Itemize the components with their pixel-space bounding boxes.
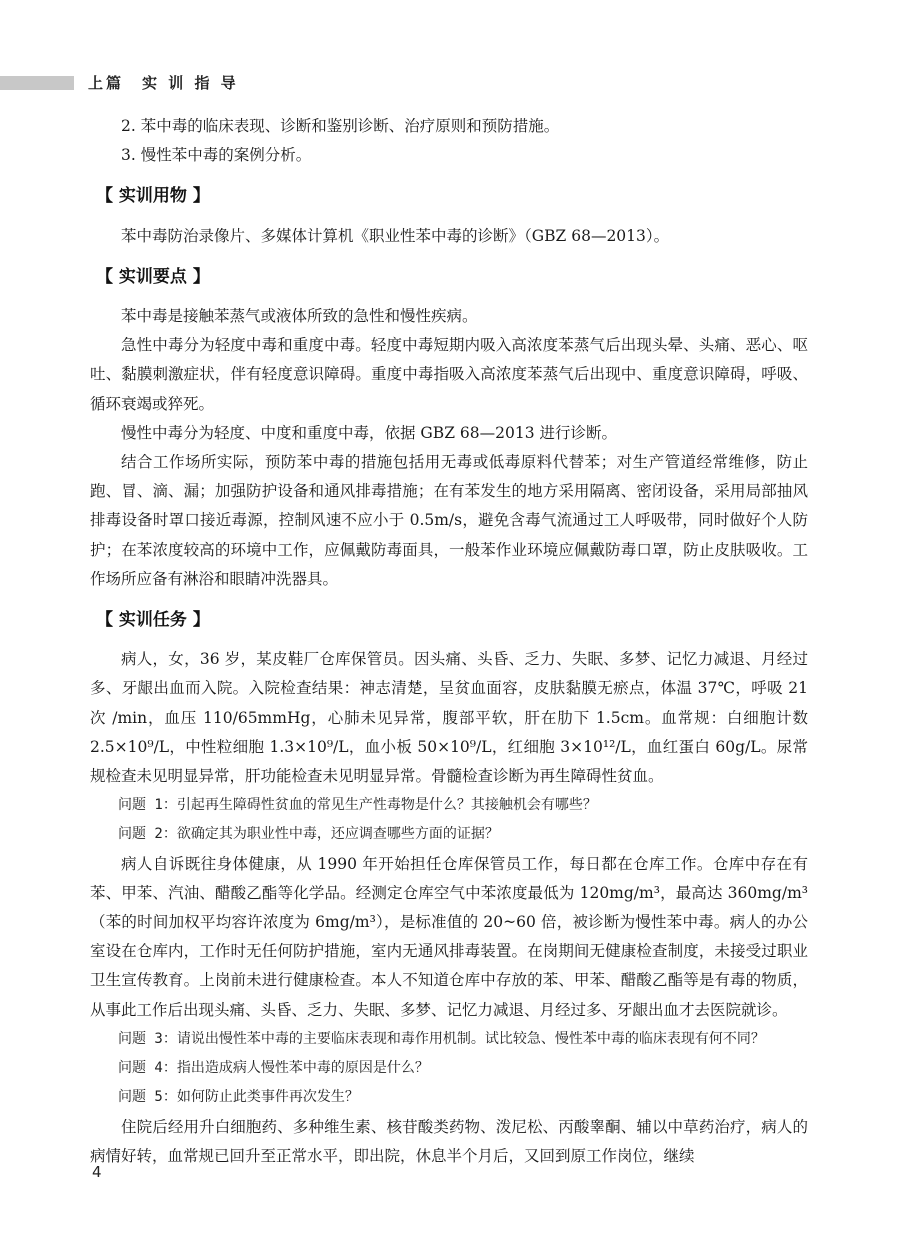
paragraph: 结合工作场所实际，预防苯中毒的措施包括用无毒或低毒原料代替苯；对生产管道经常维修，防止跑、冒、滴、漏；加强防护设备和通风排毒措施；在有苯发生的地方采用隔离、密闭设备，采用局部抽风排毒设备时罩口接近毒源，控制风速不应小于 0.5m/s，避免含毒气流通过工人呼吸带，同时做好个人防护；在苯浓度较高的环境中工作，应佩戴防毒面具，一般苯作业环境应佩戴防毒口罩，防止皮肤吸收。工作场所应备有淋浴和眼睛冲洗器具。 [90,453,808,588]
paragraph: 慢性中毒分为轻度、中度和重度中毒，依据 GBZ 68—2013 进行诊断。 [121,423,617,442]
materials-text: 苯中毒防治录像片、多媒体计算机《职业性苯中毒的诊断》（GBZ 68—2013）。 [121,226,670,245]
treatment-text: 住院后经用升白细胞药、多种维生素、核苷酸类药物、泼尼松、丙酸睾酮、辅以中草药治疗，病人的病情好转，血常规已回升至正常水平，即出院，休息半个月后，又回到原工作岗位，继续 [90,1117,808,1165]
section-heading-tasks: 【 实训任务 】 [96,610,210,631]
page-content [90,112,808,1171]
question-1: 问题 1：引起再生障碍性贫血的常见生产性毒物是什么？其接触机会有哪些？ [118,797,597,814]
question-4: 问题 4：指出造成病人慢性苯中毒的原因是什么？ [118,1060,429,1077]
running-header: 上篇 实 训 指 导 [88,74,239,92]
question-3: 问题 3：请说出慢性苯中毒的主要临床表现和毒作用机制。试比较急、慢性苯中毒的临床表现有何不同？ [118,1030,765,1047]
page-number: 4 [92,1163,102,1181]
case-intro: 病人，女，36 岁，某皮鞋厂仓库保管员。因头痛、头昏、乏力、失眠、多梦、记忆力减退、月经过多、牙龈出血而入院。入院检查结果：神志清楚，呈贫血面容，皮肤黏膜无瘀点，体温 37℃，呼吸 21 次 /min，血压 110/65mmHg，心肺未见异常，腹部平软，肝在肋下 1.5cm。血常规：白细胞计数 2.5×10⁹/L，中性粒细胞 1.3×10⁹/L，血小板 50×10⁹/L，红细胞 3×10¹²/L，血红蛋白 60g/L。尿常规检查未见明显异常，肝功能检查未见明显异常。骨髓检查诊断为再生障碍性贫血。 [90,650,808,786]
paragraph: 急性中毒分为轻度中毒和重度中毒。轻度中毒短期内吸入高浓度苯蒸气后出现头晕、头痛、恶心、呕吐、黏膜刺激症状，伴有轻度意识障碍。重度中毒指吸入高浓度苯蒸气后出现中、重度意识障碍，呼吸、循环衰竭或猝死。 [90,336,808,413]
question-2: 问题 2：欲确定其为职业性中毒，还应调查哪些方面的证据？ [118,826,499,843]
header-bar-decoration [0,76,74,90]
section-heading-key-points: 【 实训要点 】 [96,266,210,287]
paragraph: 苯中毒是接触苯蒸气或液体所致的急性和慢性疾病。 [121,307,478,326]
list-item: 3. 慢性苯中毒的案例分析。 [121,146,312,165]
question-5: 问题 5：如何防止此类事件再次发生？ [118,1089,359,1106]
case-history: 病人自诉既往身体健康，从 1990 年开始担任仓库保管员工作，每日都在仓库工作。仓库中存在有苯、甲苯、汽油、醋酸乙酯等化学品。经测定仓库空气中苯浓度最低为 120mg/m³，最高达 360mg/m³（苯的时间加权平均容许浓度为 6mg/m³），是标准值的 20~60 倍，被诊断为慢性苯中毒。病人的办公室设在仓库内，工作时无任何防护措施，室内无通风排毒装置。在岗期间无健康检查制度，未接受过职业卫生宣传教育。上岗前未进行健康检查。本人不知道仓库中存放的苯、甲苯、醋酸乙酯等是有毒的物质，从事此工作后出现头痛、头昏、乏力、失眠、多梦、记忆力减退、月经过多、牙龈出血才去医院就诊。 [90,854,808,1019]
section-heading-materials: 【 实训用物 】 [96,186,210,207]
list-item: 2. 苯中毒的临床表现、诊断和鉴别诊断、治疗原则和预防措施。 [121,117,560,135]
